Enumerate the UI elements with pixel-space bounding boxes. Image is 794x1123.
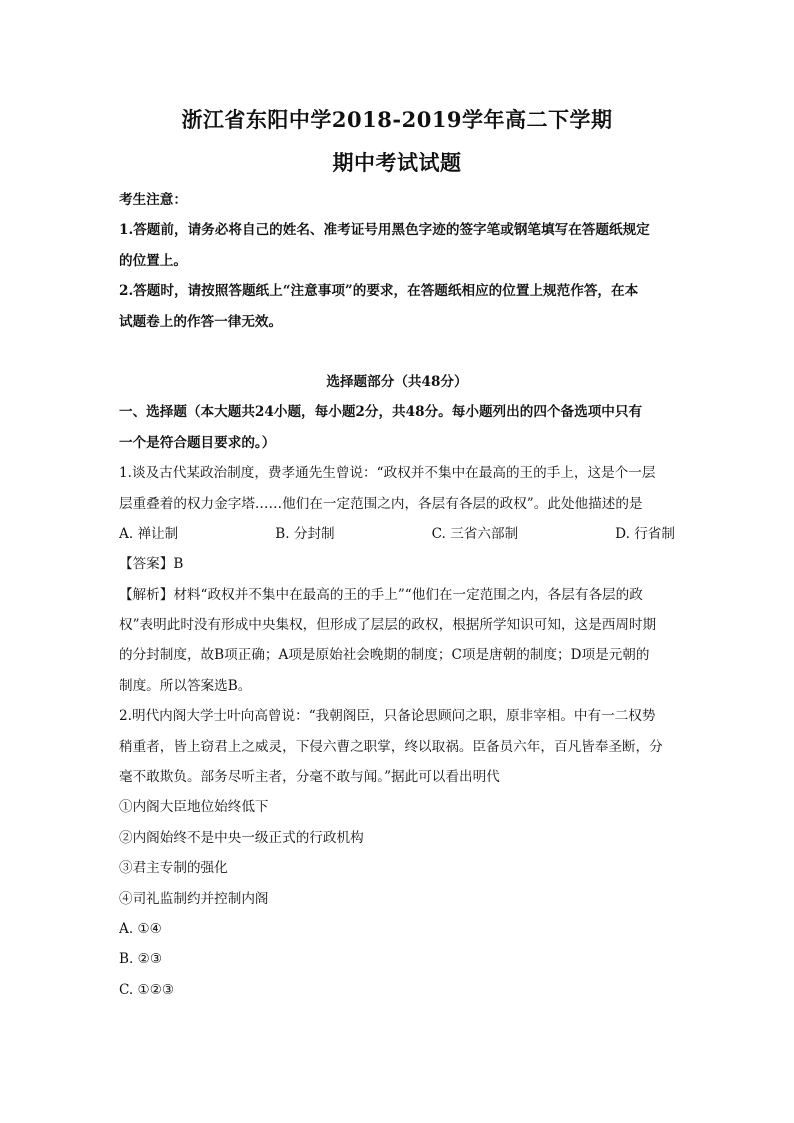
question-2-option-c: C. ①②③	[119, 981, 175, 998]
question-2-stem-cont-2: 毫不敢欺负。部务尽听主者，分毫不敢与闻。”据此可以看出明代	[119, 769, 500, 786]
question-1-analysis-cont-2: 的分封制度，故B项正确；A项是原始社会晚期的制度；C项是唐朝的制度；D项是元朝的	[119, 647, 650, 664]
question-1-stem: 1.谈及古代某政治制度，费孝通先生曾说：“政权并不集中在最高的王的手上，这是个一层	[119, 465, 656, 482]
document-body	[119, 185, 675, 1005]
question-2-item-1: ①内阁大臣地位始终低下	[119, 799, 269, 816]
notice-item-2: 2.答题时，请按照答题纸上“注意事项”的要求，在答题纸相应的位置上规范作答，在本	[119, 283, 639, 300]
notice-item-1: 1.答题前，请务必将自己的姓名、准考证号用黑色字迹的签字笔或钢笔填写在答题纸规定	[119, 222, 650, 239]
question-1-stem-cont: 层重叠着的权力金字塔……他们在一定范围之内，各层有各层的政权”。此处他描述的是	[119, 495, 643, 512]
question-1-option-c: C. 三省六部制	[431, 525, 519, 542]
question-2-item-4: ④司礼监制约并控制内阁	[119, 890, 269, 907]
notice-item-2-cont: 试题卷上的作答一律无效。	[119, 313, 283, 330]
question-1-analysis-cont-1: 权”表明此时没有形成中央集权，但形成了层层的政权，根据所学知识可知，这是西周时期	[119, 617, 657, 634]
question-1-option-b: B. 分封制	[275, 525, 335, 542]
question-2-item-2: ②内阁始终不是中央一级正式的行政机构	[119, 829, 364, 846]
question-2-stem-cont-1: 稍重者，皆上窃君上之威灵，下侵六曹之职掌，终以取祸。臣备员六年，百凡皆奉圣断，分	[119, 738, 663, 755]
question-2-item-3: ③君主专制的强化	[119, 860, 228, 877]
notice-heading: 考生注意：	[119, 192, 187, 208]
question-2-option-b: B. ②③	[119, 951, 163, 968]
notice-item-1-cont: 的位置上。	[119, 252, 187, 269]
question-2-option-a: A. ①④	[119, 920, 162, 937]
section-spacer	[119, 337, 675, 367]
section-instruction-cont: 一个是符合题目要求的。）	[119, 434, 276, 451]
document-subtitle: 期中考试试题	[332, 150, 462, 175]
question-1-options	[119, 519, 675, 549]
question-1-analysis: 【解析】材料“政权并不集中在最高的王的手上”“他们在一定范围之内，各层有各层的政	[119, 586, 643, 603]
question-1-analysis-cont-3: 制度。所以答案选B。	[119, 677, 252, 694]
question-1-option-d: D. 行省制	[615, 525, 675, 542]
document-title: 浙江省东阳中学2018-2019学年高二下学期	[181, 107, 613, 132]
question-1-answer: 【答案】B	[119, 556, 184, 573]
section-title: 选择题部分（共48分）	[326, 373, 468, 390]
section-instruction: 一、选择题（本大题共24小题，每小题2分，共48分。每小题列出的四个备选项中只有	[119, 404, 643, 421]
question-2-stem: 2.明代内阁大学士叶向高曾说：“我朝阁臣，只备论思顾问之职，原非宰相。中有一二权势	[119, 708, 656, 725]
question-1-option-a: A. 禅让制	[119, 525, 179, 542]
